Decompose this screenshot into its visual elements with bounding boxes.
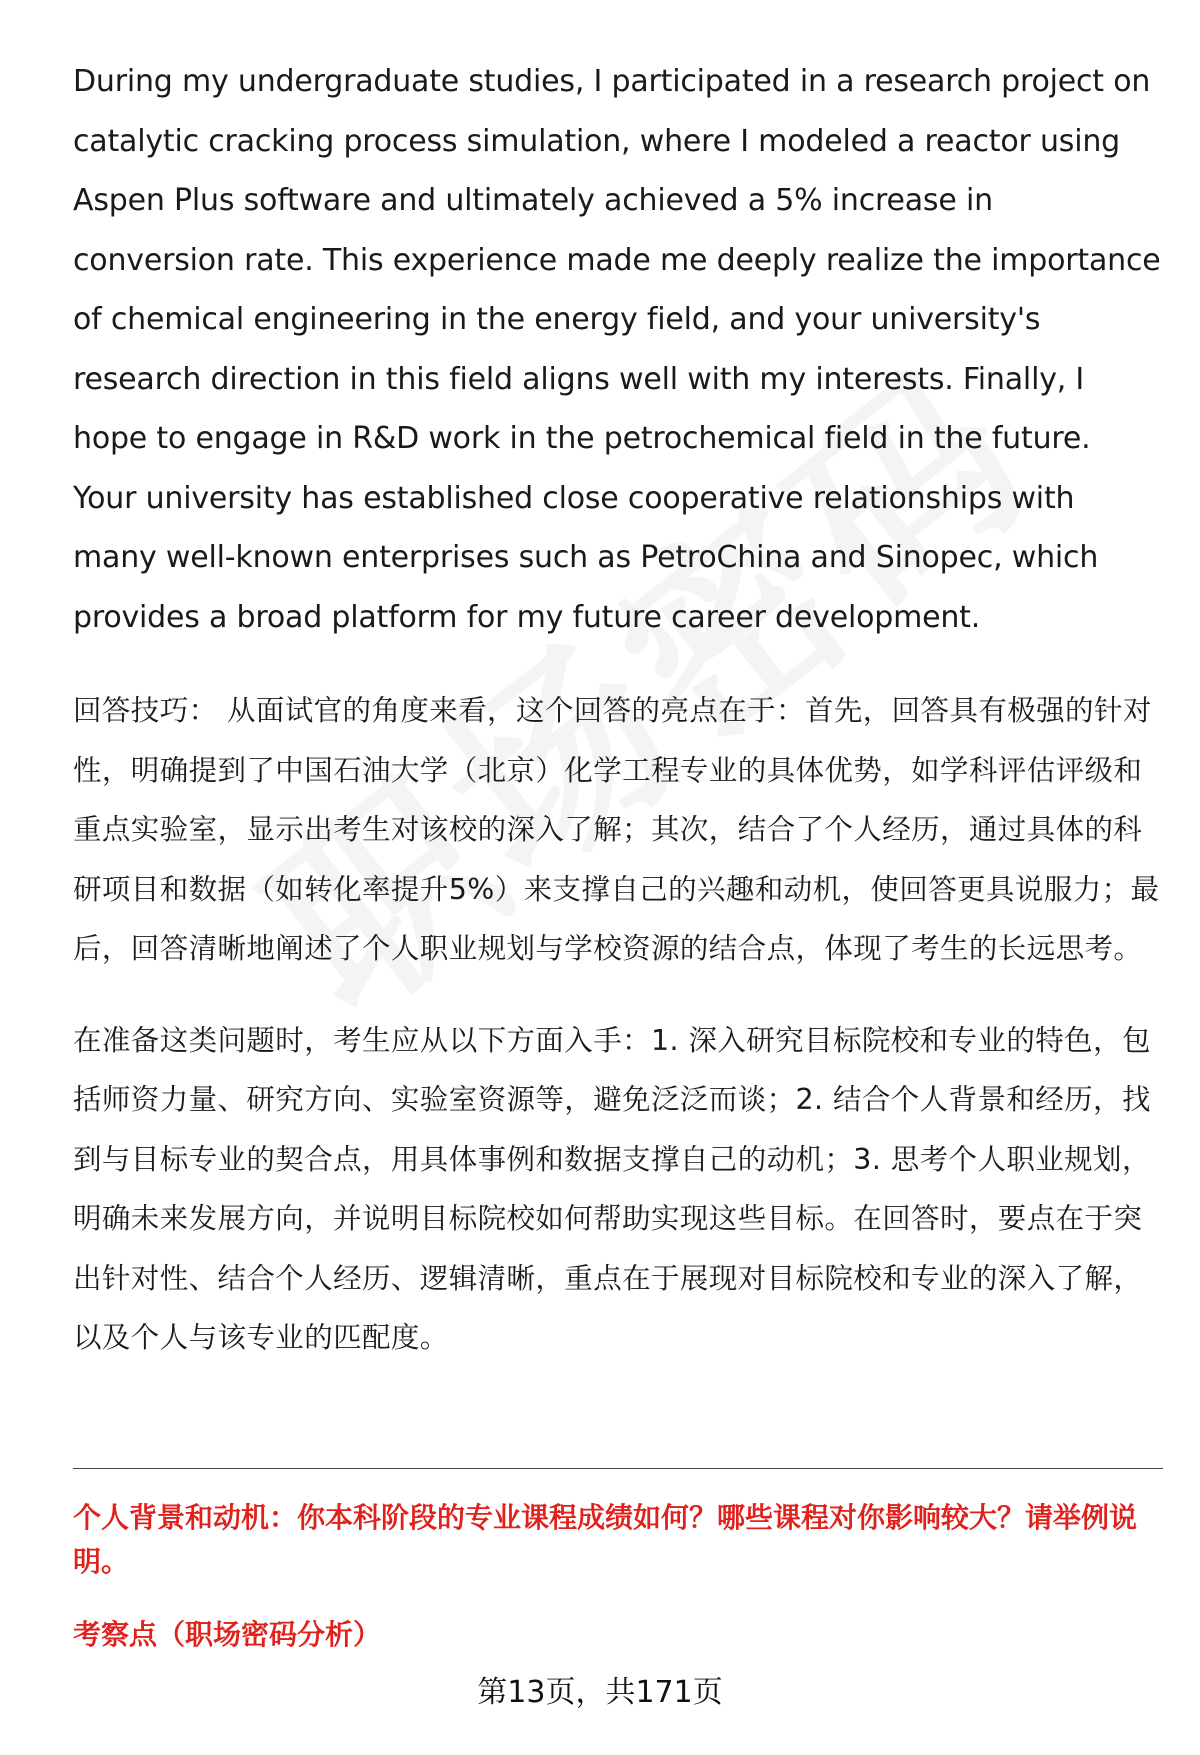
section-divider	[73, 1468, 1163, 1469]
next-question-title: 个人背景和动机：你本科阶段的专业课程成绩如何？哪些课程对你影响较大？请举例说明。	[73, 1501, 1138, 1578]
preparation-advice-paragraph: 在准备这类问题时，考生应从以下方面入手：1. 深入研究目标院校和专业的特色，包括师资力量、研究方向、实验室资源等，避免泛泛而谈；2. 结合个人背景和经历，找到与目标专业的契合点，用具体事例和数据支撑自己的动机；3. 思考个人职业规划，明确未来发展方向，并说明目标院校如何帮助实现这些目标。在回答时，要点在于突出针对性、结合个人经历、逻辑清晰，重点在于展现对目标院校和专业的深入了解，以及个人与该专业的匹配度。	[73, 1023, 1151, 1354]
body-content	[73, 52, 1163, 1368]
answer-tips-paragraph: 回答技巧： 从面试官的角度来看，这个回答的亮点在于：首先，回答具有极强的针对性，明确提到了中国石油大学（北京）化学工程专业的具体优势，如学科评估评级和重点实验室，显示出考生对该校的深入了解；其次，结合了个人经历，通过具体的科研项目和数据（如转化率提升5%）来支撑自己的兴趣和动机，使回答更具说服力；最后，回答清晰地阐述了个人职业规划与学校资源的结合点，体现了考生的长远思考。	[73, 694, 1160, 965]
page-number-footer: 第13页，共171页	[477, 1675, 723, 1710]
analysis-heading: 考察点（职场密码分析）	[73, 1618, 382, 1651]
english-answer-paragraph: During my undergraduate studies, I participated in a research project on catalytic cracking process simulation, where I modeled a reactor using Aspen Plus software and ultimately achieved a 5% increase in conversion rate. This experience made me deeply realize the importance of chemical engineering in the energy field, and your university's research direction in this field aligns well with my interests. Finally, I hope to engage in R&D work in the petrochemical field in the future. Your university has established close cooperative relationships with many well-known enterprises such as PetroChina and Sinopec, which provides a broad platform for my future career development.	[73, 64, 1161, 635]
